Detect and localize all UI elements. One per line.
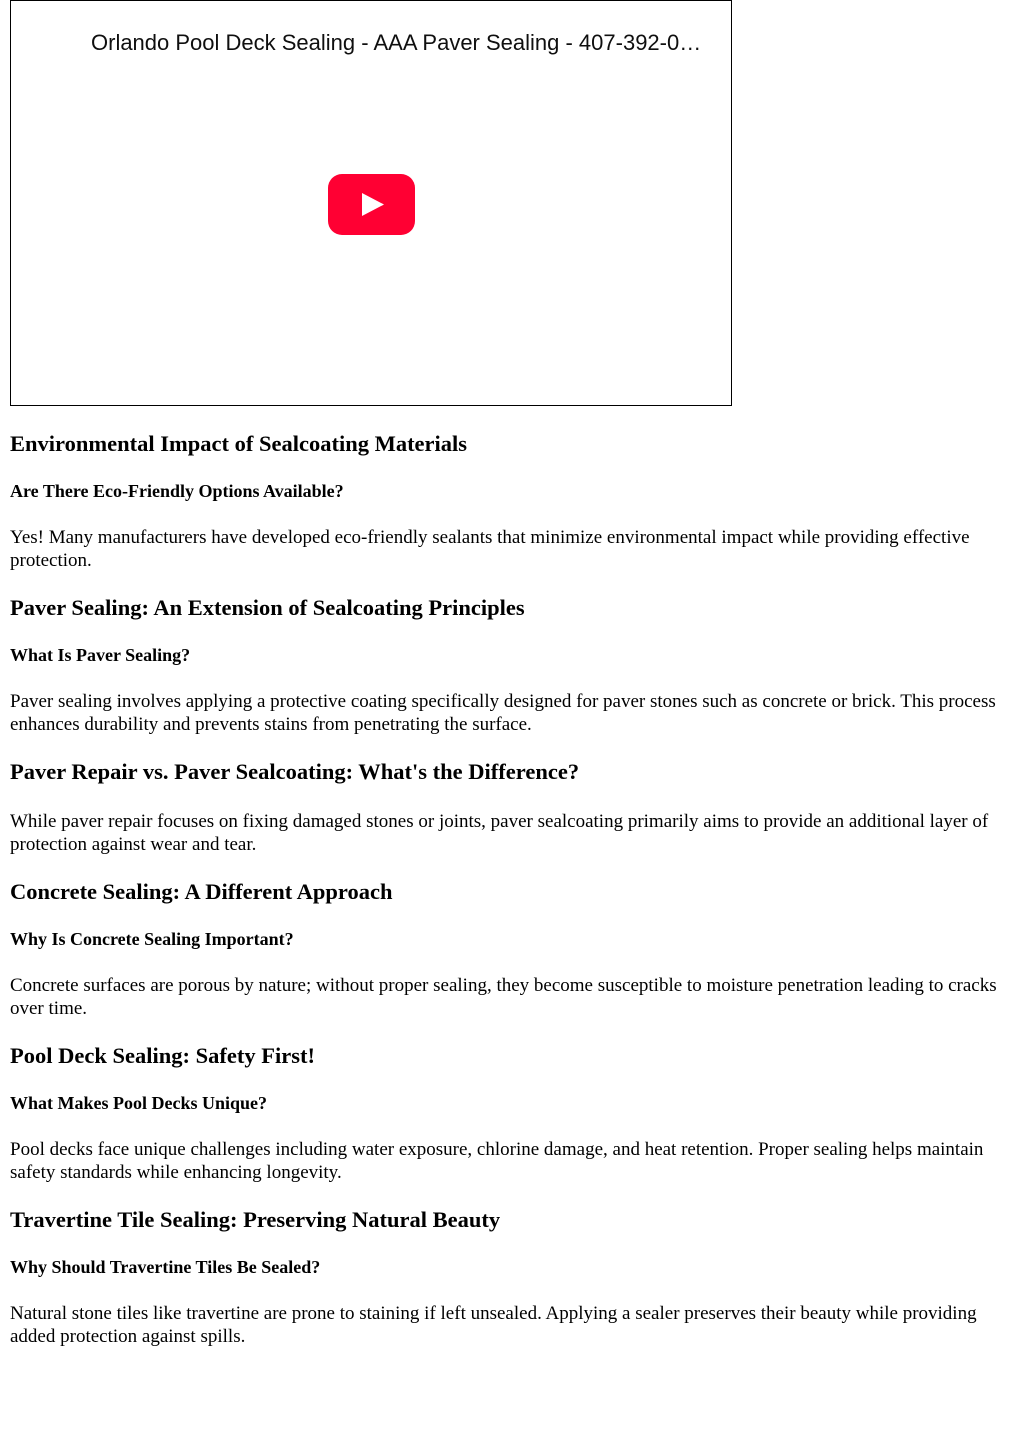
paragraph-eco-friendly: Yes! Many manufacturers have developed eco-friendly sealants that minimize environmental impact while providing effective protection. [10, 527, 970, 571]
article-body [10, 418, 1010, 1348]
section-heading-pool-deck: Pool Deck Sealing: Safety First! [10, 1043, 315, 1068]
subheading-concrete-sealing: Why Is Concrete Sealing Important? [10, 929, 294, 949]
section-heading-environmental: Environmental Impact of Sealcoating Materials [10, 431, 468, 456]
subheading-pool-deck: What Makes Pool Decks Unique? [10, 1093, 268, 1113]
paragraph-concrete-sealing: Concrete surfaces are porous by nature; without proper sealing, they become susceptible to moisture penetration leading to cracks over time. [10, 975, 997, 1019]
play-button[interactable] [328, 174, 415, 235]
youtube-play-icon [328, 174, 415, 235]
paragraph-travertine: Natural stone tiles like travertine are prone to staining if left unsealed. Applying a sealer preserves their beauty while providing added protection against spills. [10, 1303, 977, 1347]
section-heading-paver-sealing: Paver Sealing: An Extension of Sealcoating Principles [10, 595, 525, 620]
section-heading-travertine: Travertine Tile Sealing: Preserving Natural Beauty [10, 1207, 501, 1232]
video-title[interactable]: Orlando Pool Deck Sealing - AAA Paver Sealing - 407-392-0… [91, 30, 702, 55]
paragraph-pool-deck: Pool decks face unique challenges including water exposure, chlorine damage, and heat retention. Proper sealing helps maintain safety standards while enhancing longevity. [10, 1139, 984, 1183]
section-heading-paver-repair: Paver Repair vs. Paver Sealcoating: What's the Difference? [10, 759, 580, 784]
video-embed[interactable] [10, 0, 732, 406]
subheading-what-is-paver-sealing: What Is Paver Sealing? [10, 645, 191, 665]
subheading-eco-friendly: Are There Eco-Friendly Options Available? [10, 481, 344, 501]
paragraph-paver-repair: While paver repair focuses on fixing damaged stones or joints, paver sealcoating primarily aims to provide an additional layer of protection against wear and tear. [10, 811, 989, 855]
subheading-travertine: Why Should Travertine Tiles Be Sealed? [10, 1257, 321, 1277]
paragraph-paver-sealing: Paver sealing involves applying a protective coating specifically designed for paver stones such as concrete or brick. This process enhances durability and prevents stains from penetrating the surface. [10, 691, 996, 735]
section-heading-concrete-sealing: Concrete Sealing: A Different Approach [10, 879, 393, 904]
